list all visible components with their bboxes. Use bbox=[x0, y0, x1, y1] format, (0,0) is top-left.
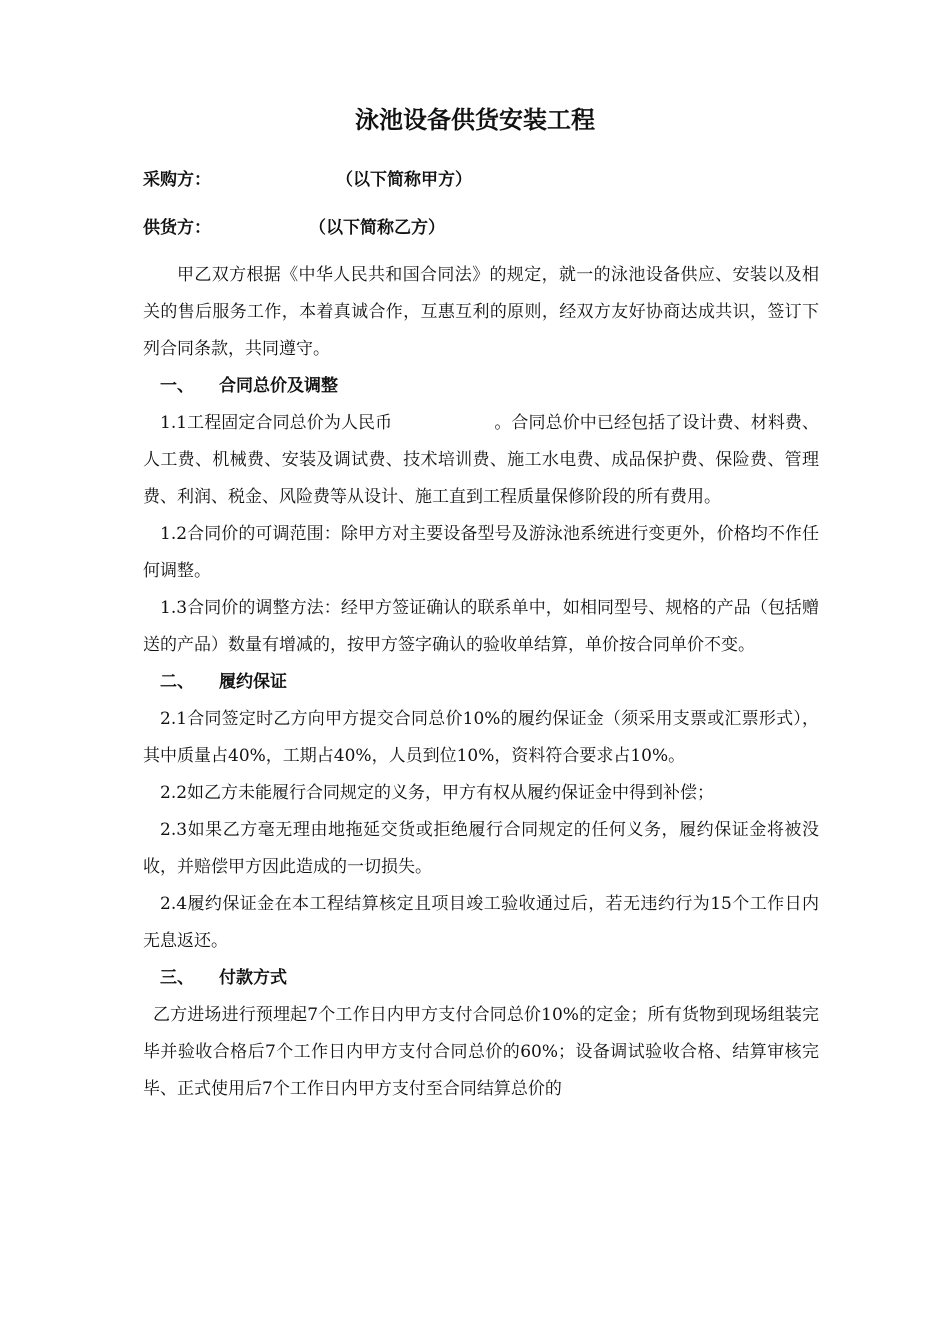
section-number: 二、 bbox=[160, 672, 194, 692]
intro-paragraph: 甲乙双方根据《中华人民共和国合同法》的规定，就一的泳池设备供应、安装以及相关的售后服务工作，本着真诚合作，互惠互利的原则，经双方友好协商达成共识，签订下列合同条款，共同遵守。 bbox=[143, 265, 819, 359]
section-number: 三、 bbox=[160, 968, 194, 988]
section-title: 合同总价及调整 bbox=[219, 376, 338, 396]
section-heading-1 bbox=[143, 368, 819, 405]
section-heading-2 bbox=[143, 664, 819, 701]
document-title: 泳池设备供货安装工程 bbox=[355, 106, 595, 134]
clause-1-2: 1.2合同价的可调范围：除甲方对主要设备型号及游泳池系统进行变更外，价格均不作任何调整。 bbox=[143, 524, 819, 581]
clause-text: 。合同总价中已经包括了设计费、材料费、人工费、机械费、安装及调试费、技术培训费、施工水电费、成品保护费、保险费、管理费、利润、税金、风险费等从设计、施工直到工程质量保修阶段的所有费用。 bbox=[143, 413, 820, 507]
clause-2-3: 2.3如果乙方毫无理由地拖延交货或拒绝履行合同规定的任何义务，履约保证金将被没收，并赔偿甲方因此造成的一切损失。 bbox=[143, 820, 819, 877]
supplier-line bbox=[143, 213, 843, 243]
section-heading-3 bbox=[143, 960, 819, 997]
buyer-note: （以下简称甲方） bbox=[336, 170, 472, 190]
buyer-line bbox=[143, 165, 843, 195]
contract-body bbox=[143, 257, 819, 1108]
clause-text: 1.1工程固定合同总价为人民币 bbox=[160, 413, 393, 433]
supplier-note: （以下简称乙方） bbox=[309, 218, 445, 238]
section-title: 履约保证 bbox=[219, 672, 287, 692]
buyer-label: 采购方： bbox=[143, 170, 211, 190]
clause-2-4: 2.4履约保证金在本工程结算核定且项目竣工验收通过后，若无违约行为15个工作日内无息返还。 bbox=[143, 894, 819, 951]
clause-2-1: 2.1合同签定时乙方向甲方提交合同总价10%的履约保证金（须采用支票或汇票形式），其中质量占40%，工期占40%，人员到位10%，资料符合要求占10%。 bbox=[143, 709, 819, 766]
payment-paragraph: 乙方进场进行预埋起7个工作日内甲方支付合同总价10%的定金；所有货物到现场组装完毕并验收合格后7个工作日内甲方支付合同总价的60%；设备调试验收合格、结算审核完毕、正式使用后7个工作日内甲方支付至合同结算总价的 bbox=[143, 1005, 819, 1099]
clause-1-3: 1.3合同价的调整方法：经甲方签证确认的联系单中，如相同型号、规格的产品（包括赠送的产品）数量有增减的，按甲方签字确认的验收单结算，单价按合同单价不变。 bbox=[143, 598, 819, 655]
clause-2-2: 2.2如乙方未能履行合同规定的义务，甲方有权从履约保证金中得到补偿； bbox=[160, 783, 715, 803]
supplier-label: 供货方： bbox=[143, 218, 211, 238]
section-title: 付款方式 bbox=[219, 968, 287, 988]
section-number: 一、 bbox=[160, 376, 194, 396]
clause-1-1 bbox=[143, 405, 819, 516]
